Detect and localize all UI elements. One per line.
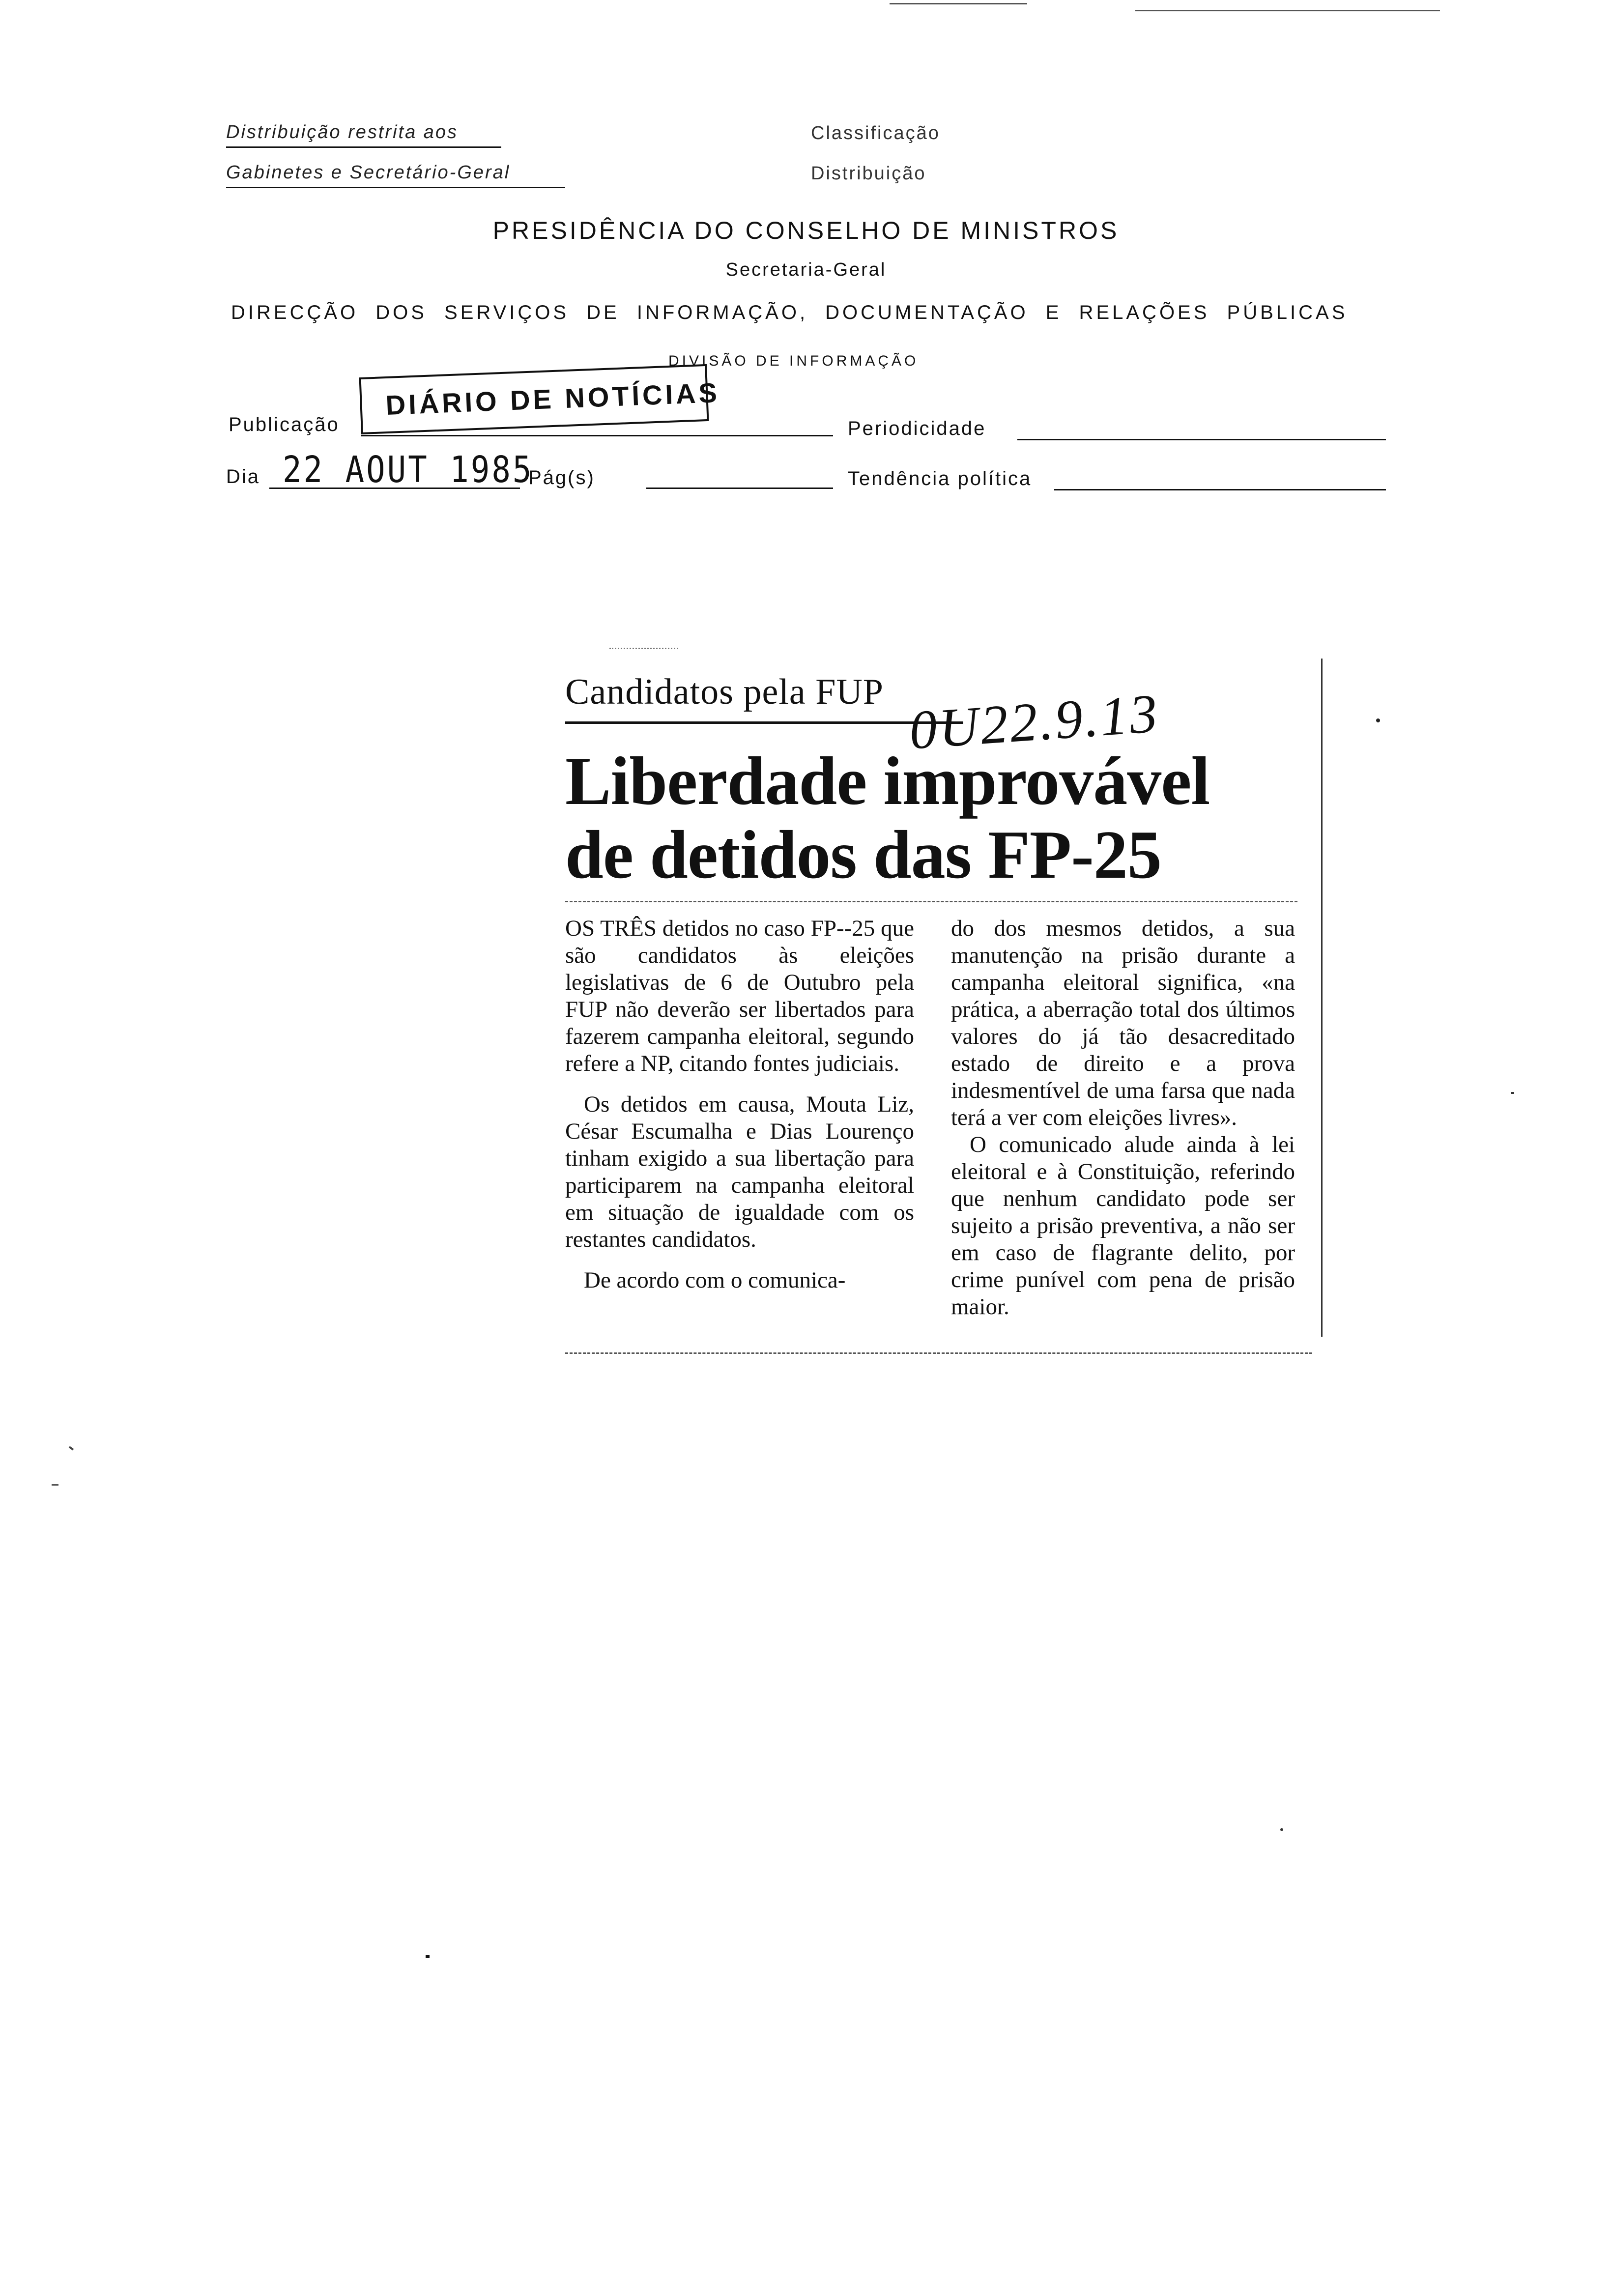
- scan-speck-1: [1376, 718, 1380, 722]
- article-headline-line1: Liberdade improvável: [565, 743, 1210, 819]
- article-kicker: Candidatos pela FUP: [565, 672, 884, 712]
- distribution-underline-1: [226, 146, 501, 148]
- tendency-underline: [1054, 489, 1386, 490]
- pages-underline: [646, 488, 833, 489]
- publication-stamp: [359, 364, 720, 434]
- article-headline-line2: de detidos das FP-25: [565, 817, 1161, 893]
- publication-label: Publicação: [229, 414, 340, 435]
- article-col2-paragraph-1: do dos mesmos detidos, a sua manutenção na prisão durante a campanha eleitoral significa, «na prática, a aberração total dos últimos valores do já tão desacreditado estado de direito e a prova indesmentível de uma farsa que nada terá a ver com eleições livres».: [951, 916, 1295, 1130]
- article-col2-paragraph-2: O comunicado alude ainda à lei eleitoral e à Constituição, referindo que nenhum candidato pode ser sujeito a prisão preventiva, a não ser em caso de flagrante delito, por crime punível com pena de prisão maior.: [951, 1132, 1295, 1320]
- day-label: Dia: [226, 466, 260, 488]
- classification-label: Classificação: [811, 123, 940, 144]
- publication-underline: [361, 435, 833, 436]
- distribution-underline-2: [226, 187, 565, 188]
- article-column-2: [951, 915, 1295, 1320]
- clipping-top-mark: [609, 648, 678, 649]
- scan-speck-5: [1280, 1828, 1283, 1831]
- publication-stamp-text: DIÁRIO DE NOTÍCIAS: [385, 376, 720, 421]
- scan-speck-3: [69, 1446, 74, 1450]
- secretariat-label: Secretaria-Geral: [725, 259, 887, 280]
- pages-label: Pág(s): [528, 467, 595, 488]
- distribution-line-2: Gabinetes e Secretário-Geral: [226, 162, 511, 183]
- clipping-right-edge: [1321, 659, 1323, 1337]
- tendency-label: Tendência política: [848, 468, 1032, 489]
- periodicity-label: Periodicidade: [848, 418, 986, 439]
- scan-mark-top-2: [1135, 10, 1440, 11]
- handwritten-reference: 0U22.9.13: [907, 683, 1161, 761]
- scan-speck-2: [1511, 1092, 1514, 1094]
- date-stamp: 22 AOUT 1985: [283, 449, 534, 491]
- scan-mark-top-1: [890, 3, 1027, 4]
- distribution-label: Distribuição: [811, 163, 926, 184]
- headline-rule: [565, 901, 1297, 902]
- directorate-label: DIRECÇÃO DOS SERVIÇOS DE INFORMAÇÃO, DOCUMENTAÇÃO E RELAÇÕES PÚBLICAS: [231, 302, 1348, 323]
- scan-speck-6: [426, 1955, 430, 1958]
- scan-speck-4: [52, 1484, 58, 1486]
- page-title: PRESIDÊNCIA DO CONSELHO DE MINISTROS: [492, 217, 1120, 244]
- article-column-1: [565, 915, 914, 1294]
- distribution-line-1: Distribuição restrita aos: [226, 122, 459, 143]
- article-col1-paragraph-1: OS TRÊS detidos no caso FP--25 que são candidatos às eleições legislativas de 6 de Outubro pela FUP não deverão ser libertados para fazerem campanha eleitoral, segundo refere a NP, citando fontes judiciais.: [565, 916, 914, 1076]
- article-col1-paragraph-3: De acordo com o comunica-: [584, 1267, 846, 1293]
- clipping-bottom-rule: [565, 1352, 1312, 1354]
- division-label: DIVISÃO DE INFORMAÇÃO: [668, 353, 919, 369]
- periodicity-underline: [1017, 439, 1386, 440]
- article-col1-paragraph-2: Os detidos em causa, Mouta Liz, César Escumalha e Dias Lourenço tinham exigido a sua libertação para participarem na campanha eleitoral em situação de igualdade com os restantes candidatos.: [565, 1091, 914, 1252]
- kicker-rule: [565, 721, 963, 724]
